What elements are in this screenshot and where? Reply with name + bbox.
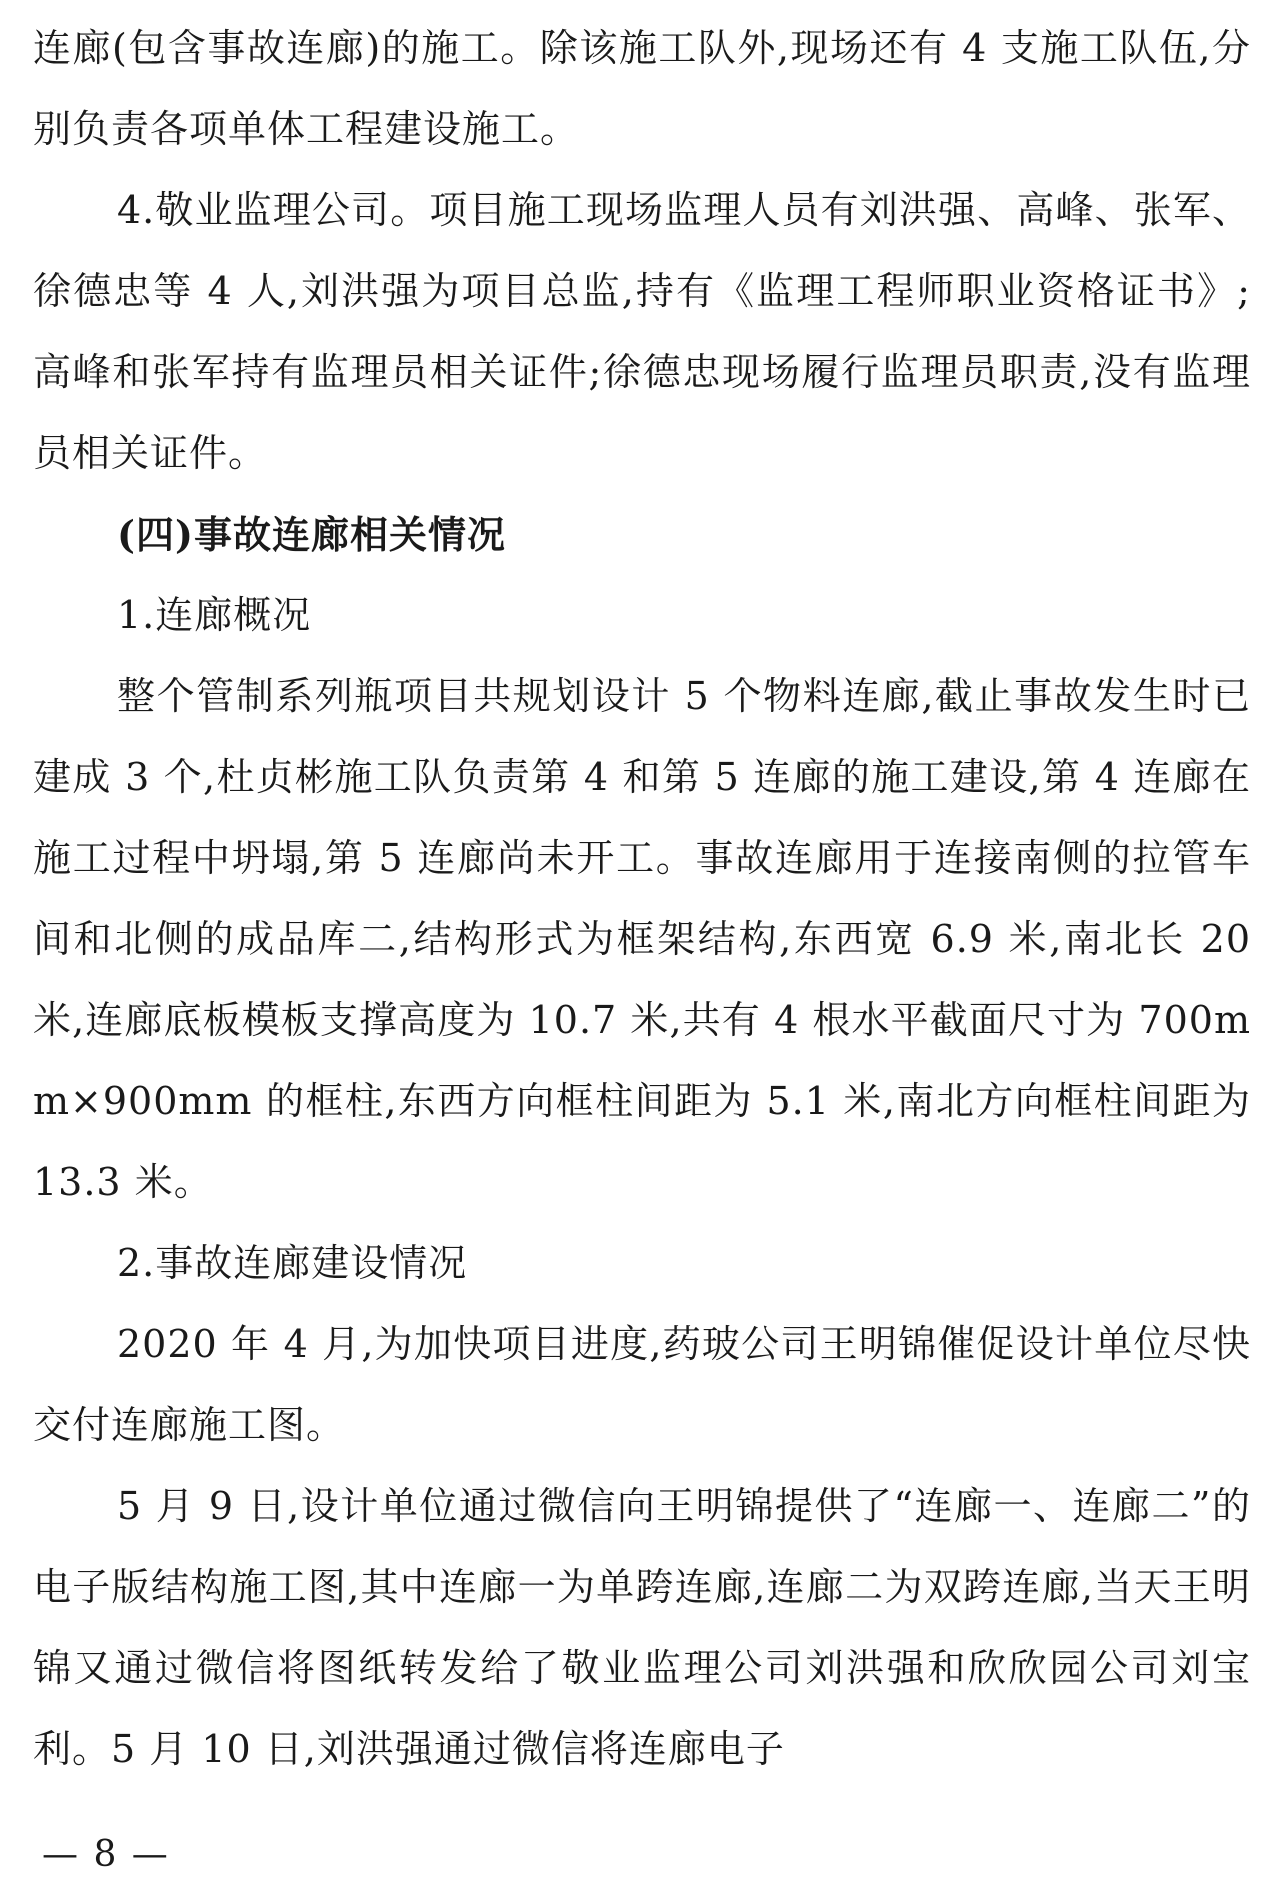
paragraph-corridor-overview: 整个管制系列瓶项目共规划设计 5 个物料连廊,截止事故发生时已建成 3 个,杜贞彬施工队负责第 4 和第 5 连廊的施工建设,第 4 连廊在施工过程中坍塌,第 5 连廊尚未开工。事故连廊用于连接南侧的拉管车间和北侧的成品库二,结构形式为框架结构,东西宽 6.9 米,南北长 20 米,连廊底板模板支撑高度为 10.7 米,共有 4 根水平截面尺寸为 700mm×900mm 的框柱,东西方向框柱间距为 5.1 米,南北方向框柱间距为 13.3 米。 [33, 674, 1251, 1204]
paragraph-continued: 连廊(包含事故连廊)的施工。除该施工队外,现场还有 4 支施工队伍,分别负责各项单体工程建设施工。 [33, 26, 1251, 151]
document-page [33, 0, 1251, 1898]
section-heading-accident-corridor: (四)事故连廊相关情况 [117, 512, 506, 557]
subheading-corridor-construction: 2.事故连廊建设情况 [117, 1241, 468, 1285]
paragraph-april-2020: 2020 年 4 月,为加快项目进度,药玻公司王明锦催促设计单位尽快交付连廊施工图。 [33, 1322, 1251, 1447]
paragraph-may-9: 5 月 9 日,设计单位通过微信向王明锦提供了“连廊一、连廊二”的电子版结构施工图,其中连廊一为单跨连廊,连廊二为双跨连廊,当天王明锦又通过微信将图纸转发给了敬业监理公司刘洪强和欣欣园公司刘宝利。5 月 10 日,刘洪强通过微信将连廊电子 [33, 1484, 1251, 1771]
subheading-corridor-overview: 1.连廊概况 [117, 593, 312, 637]
top-padding [33, 0, 1251, 8]
paragraph-supervision-company: 4.敬业监理公司。项目施工现场监理人员有刘洪强、高峰、张军、徐德忠等 4 人,刘洪强为项目总监,持有《监理工程师职业资格证书》;高峰和张军持有监理员相关证件;徐德忠现场履行监理员职责,没有监理员相关证件。 [33, 188, 1251, 475]
page-number: — 8 — [42, 1834, 170, 1875]
